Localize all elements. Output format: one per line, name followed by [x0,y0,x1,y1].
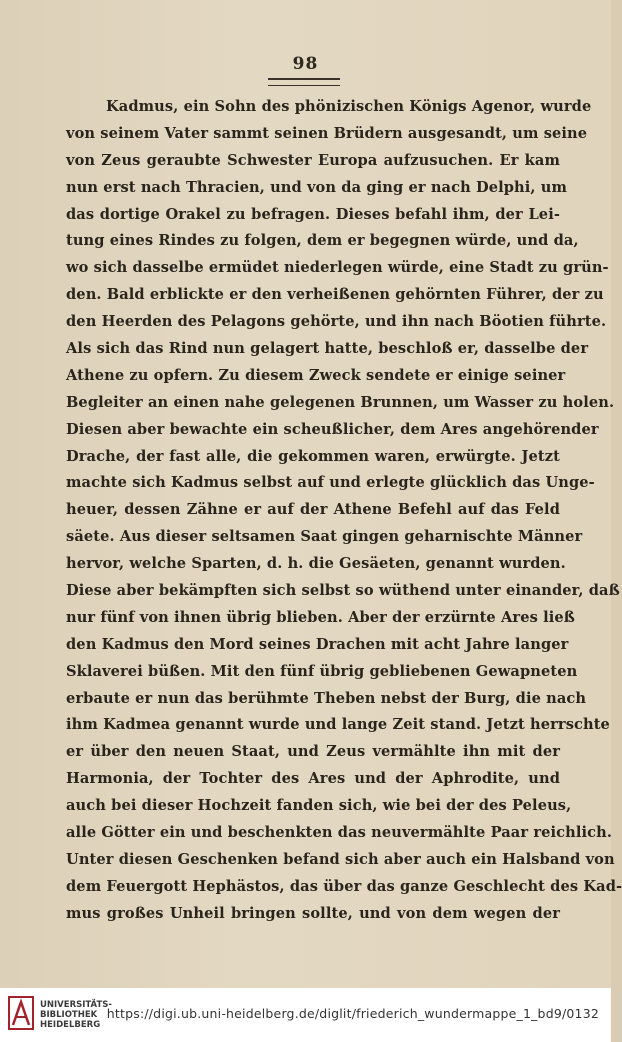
page-number-rule [268,78,340,86]
text-line: Diesen aber bewachte ein scheußlicher, dem Ares angehörender [66,420,599,438]
institution-name-line: UNIVERSITÄTS- [40,1000,112,1010]
text-line: Sklaverei büßen. Mit den fünf übrig gebliebenen Gewapneten [66,662,578,680]
body-text [66,94,622,928]
text-line: den Heerden des Pelagons gehörte, und ihn nach Böotien führte. [66,313,607,331]
university-library-logo-icon [8,996,34,1030]
text-line: alle Götter ein und beschenkten das neuvermählte Paar reichlich. [66,824,613,842]
text-line: tung eines Rindes zu folgen, dem er begegnen würde, und da, [66,232,579,250]
text-line: Als sich das Rind nun gelagert hatte, beschloß er, dasselbe der [66,340,589,358]
text-line: nur fünf von ihnen übrig blieben. Aber der erzürnte Ares ließ [66,608,575,626]
text-line: dem Feuergott Hephästos, das über das ganze Geschlecht des Kad- [66,877,622,895]
text-line: erbaute er nun das berühmte Theben nebst der Burg, die nach [66,689,587,707]
institution-name [40,1000,112,1030]
institution-name-line: HEIDELBERG [40,1020,101,1030]
text-line: mus großes Unheil bringen sollte, und von dem wegen der [66,904,560,922]
text-line: Begleiter an einen nahe gelegenen Brunnen, um Wasser zu holen. [66,393,615,411]
text-line: Unter diesen Geschenken befand sich aber auch ein Halsband von [66,850,615,868]
footer-bar [0,988,611,1042]
text-line: von seinem Vater sammt seinen Brüdern ausgesandt, um seine [66,124,588,142]
text-line: den. Bald erblickte er den verheißenen gehörnten Führer, der zu [66,286,604,304]
source-url-link[interactable]: https://digi.ub.uni-heidelberg.de/diglit/friederich_wundermappe_1_bd9/0132 [106,1006,599,1021]
text-line: Athene zu opfern. Zu diesem Zweck sendete er einige seiner [66,366,566,384]
text-line: den Kadmus den Mord seines Drachen mit acht Jahre langer [66,635,569,653]
page-number: 98 [292,54,319,74]
text-line: machte sich Kadmus selbst auf und erlegte glücklich das Unge- [66,474,595,492]
text-line: Harmonia, der Tochter des Ares und der Aphrodite, und [66,770,560,788]
text-line: ihm Kadmea genannt wurde und lange Zeit stand. Jetzt herrschte [66,716,610,734]
text-line: Kadmus, ein Sohn des phönizischen Königs Agenor, wurde [106,98,592,115]
text-line: auch bei dieser Hochzeit fanden sich, wie bei der des Peleus, [66,797,572,815]
text-line: hervor, welche Sparten, d. h. die Gesäeten, genannt wurden. [66,555,566,573]
text-line: von Zeus geraubte Schwester Europa aufzusuchen. Er kam [66,151,560,169]
text-line: Diese aber bekämpften sich selbst so wüthend unter einander, daß [66,582,620,600]
text-line: säete. Aus dieser seltsamen Saat gingen geharnischte Männer [66,528,583,546]
text-line: heuer, dessen Zähne er auf der Athene Befehl auf das Feld [66,501,560,519]
text-line: nun erst nach Thracien, und von da ging er nach Delphi, um [66,178,568,196]
text-line: Drache, der fast alle, die gekommen waren, erwürgte. Jetzt [66,447,560,465]
text-line: das dortige Orakel zu befragen. Dieses befahl ihm, der Lei- [66,205,560,223]
text-line: wo sich dasselbe ermüdet niederlegen würde, eine Stadt zu grün- [66,259,609,277]
text-line: er über den neuen Staat, und Zeus vermählte ihn mit der [66,743,560,761]
institution-name-line: BIBLIOTHEK [40,1010,98,1020]
